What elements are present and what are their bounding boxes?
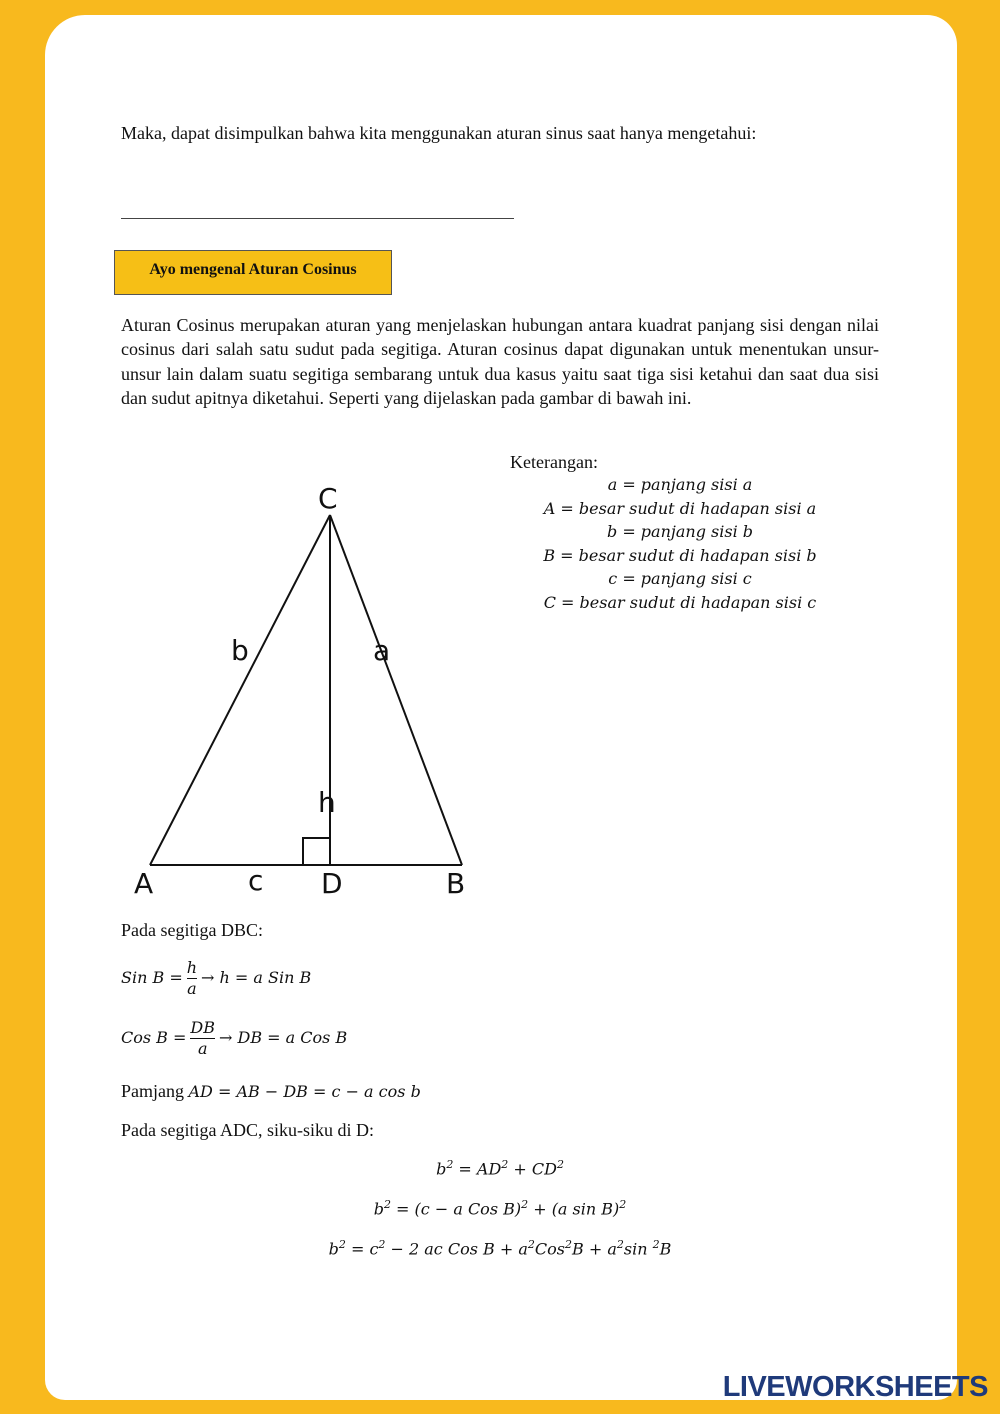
side-c-label: c [248,864,264,897]
side-b-label: b [231,634,249,667]
equation-pythagoras: $b^2 = AD^2 + CD^2$ [436,1158,564,1179]
intro-text: Maka, dapat disimpulkan bahwa kita menggunakan aturan sinus saat hanya mengetahui: [121,123,757,143]
keterangan [510,452,870,614]
section-title: Ayo mengenal Aturan Cosinus [114,250,392,295]
keterangan-line: A = besar sudut di hadapan sisi a [543,498,817,518]
adc-heading: Pada segitiga ADC, siku-siku di D: [121,1120,374,1140]
liveworksheets-logo: LIVEWORKSHEETS [722,1371,988,1403]
side-a [330,515,462,865]
side-a-label: a [373,634,391,667]
keterangan-line: b = panjang sisi b [606,522,754,541]
vertex-c-label: C [318,482,338,515]
dbc-heading: Pada segitiga DBC: [121,920,263,940]
side-b [150,515,330,865]
equation-expanded: $b^2 = c^2 - 2$ ac Cos $B + a^2Cos^2B + a^2\sin$ $^2$B [328,1238,672,1259]
keterangan-line: B = besar sudut di hadapan sisi b [543,545,817,565]
point-d-label: D [321,867,343,900]
keterangan-title: Keterangan: [510,452,598,472]
equation-substitution: $b^2 = (c - a$ Cos B)$^2$ + (a sin B)$^2$ [373,1198,627,1219]
equation-cos: Cos B = $\frac{DB}{a}$ → DB = a Cos B [121,1018,348,1058]
equation-ad: Pamjang AD = AB − DB = c − a cos b [121,1081,421,1101]
height-h-label: h [318,786,336,819]
right-angle-mark [303,838,330,865]
keterangan-line: C = besar sudut di hadapan sisi c [543,592,817,612]
keterangan-line: a = panjang sisi a [607,475,753,494]
vertex-a-label: A [134,867,154,900]
equation-sin: Sin B = $\frac{h}{a}$ → h = a Sin B [121,958,312,998]
cosine-paragraph: Aturan Cosinus merupakan aturan yang menjelaskan hubungan antara kuadrat panjang sisi dengan nilai cosinus dari salah satu sudut pada segitiga. Aturan cosinus dapat digunakan untuk menentukan unsur-unsur lain dalam suatu segitiga sembarang untuk dua kasus yaitu saat tiga sisi ketahui dan saat dua sisi dan sudut apitnya diketahui. Seperti yang dijelaskan pada gambar di bawah ini. [121,315,879,409]
keterangan-line: c = panjang sisi c [608,569,752,588]
vertex-b-label: B [446,867,466,900]
